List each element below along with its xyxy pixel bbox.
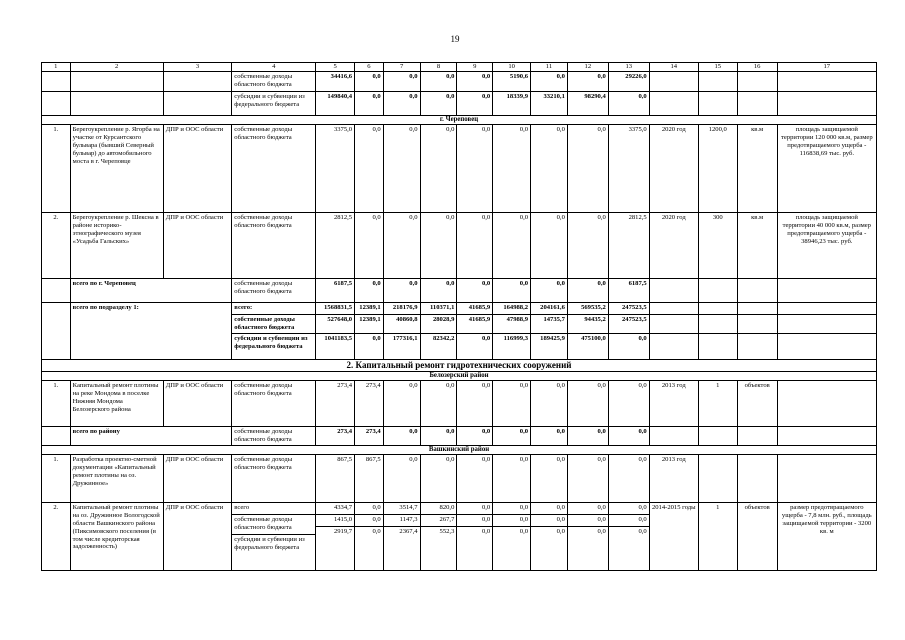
value-cell: 0,0	[531, 213, 568, 279]
value-cell: 98290,4	[567, 92, 608, 116]
value-cell: 0,0	[608, 92, 649, 116]
empty-cell	[737, 333, 777, 359]
name-cell: Капитальный ремонт плотины на оз. Дружинное Вологодской области Вашкинского района (Пиксимовского поселения (в том числе кредиторская задолженность)	[70, 502, 163, 570]
empty-cell	[777, 333, 876, 359]
value-cell: 867,5	[355, 454, 384, 502]
value-cell: 177316,1	[383, 333, 420, 359]
number-cell	[42, 72, 71, 92]
empty-cell	[649, 279, 698, 303]
value-cell: 0,0	[355, 279, 384, 303]
value-cell: 0,0	[457, 92, 493, 116]
value-cell: 0,0	[420, 454, 457, 502]
value-cell	[383, 502, 420, 570]
value-cell-line: 0,0	[493, 514, 530, 524]
value-cell: 0,0	[531, 454, 568, 502]
column-number-header: 11	[531, 63, 568, 72]
district-row	[42, 371, 877, 380]
value-cell: 0,0	[493, 454, 531, 502]
empty-cell	[698, 303, 737, 315]
executor-cell: ДПР и ООС области	[163, 380, 232, 426]
table-row	[42, 454, 877, 502]
district-row	[42, 445, 877, 454]
empty-cell	[649, 333, 698, 359]
executor-cell: ДПР и ООС области	[163, 125, 232, 213]
value-cell: 0,0	[383, 125, 420, 213]
value-cell: 0,0	[567, 213, 608, 279]
empty-cell	[698, 426, 737, 445]
program-table	[41, 62, 877, 571]
value-cell-line: 0,0	[638, 503, 647, 511]
value-cell: 204161,6	[531, 303, 568, 315]
total-label: всего по г. Череповец	[70, 279, 232, 303]
value-cell: 14735,7	[531, 315, 568, 334]
value-cell: 0,0	[383, 426, 420, 445]
column-number-header: 14	[649, 63, 698, 72]
value-cell: 0,0	[457, 380, 493, 426]
value-cell: 0,0	[457, 454, 493, 502]
empty-cell	[737, 72, 777, 92]
empty-cell	[737, 92, 777, 116]
value-cell: 0,0	[567, 380, 608, 426]
value-cell: 0,0	[383, 454, 420, 502]
unit-cell: объектов	[737, 380, 777, 426]
value-cell-line: 0,0	[531, 526, 567, 536]
value-cell: 0,0	[383, 279, 420, 303]
empty-cell	[777, 315, 876, 334]
value-cell: 0,0	[531, 72, 568, 92]
value-cell: 0,0	[567, 125, 608, 213]
quantity-cell: 1200,0	[698, 125, 737, 213]
year-cell: 2013 год	[649, 380, 698, 426]
value-cell: 0,0	[355, 213, 384, 279]
source-cell: собственные доходы областного бюджета	[232, 279, 316, 303]
value-cell: 40860,8	[383, 315, 420, 334]
column-number-header: 3	[163, 63, 232, 72]
empty-cell	[777, 72, 876, 92]
result-cell: площадь защищаемой территории 120 000 кв.м, размер предотвращаемого ущерба - 116838,69 тыс. руб.	[777, 125, 876, 213]
empty-cell	[777, 92, 876, 116]
source-cell: собственные доходы областного бюджета	[232, 125, 316, 213]
column-number-header: 17	[777, 63, 876, 72]
source-cell: субсидии и субвенции из федерального бюджета	[232, 92, 316, 116]
number-cell	[42, 426, 71, 445]
value-cell: 0,0	[420, 92, 457, 116]
column-number-header: 9	[457, 63, 493, 72]
source-cell: субсидии и субвенции из федерального бюджета	[232, 333, 316, 359]
value-cell	[493, 502, 531, 570]
name-cell	[70, 72, 163, 92]
column-number-header: 6	[355, 63, 384, 72]
column-number-header: 13	[608, 63, 649, 72]
value-cell-line: 0,0	[372, 503, 381, 511]
value-cell-line: 2919,7	[316, 526, 354, 536]
empty-cell	[649, 72, 698, 92]
source-cell-line: субсидии и субвенции из федерального бюджета	[232, 534, 315, 552]
value-cell-line: 0,0	[568, 526, 608, 536]
value-cell: 3375,0	[316, 125, 355, 213]
value-cell: 82342,2	[420, 333, 457, 359]
value-cell-line: 0,0	[531, 514, 567, 524]
year-cell: 2020 год	[649, 125, 698, 213]
value-cell	[457, 502, 493, 570]
value-cell	[316, 502, 355, 570]
empty-cell	[698, 92, 737, 116]
column-number-header: 10	[493, 63, 531, 72]
value-cell-line: 4334,7	[333, 503, 353, 511]
value-cell	[531, 502, 568, 570]
number-cell	[42, 303, 71, 360]
value-cell: 33210,1	[531, 92, 568, 116]
table-row	[42, 502, 877, 570]
value-cell-line: 0,0	[597, 503, 606, 511]
value-cell: 0,0	[493, 380, 531, 426]
number-cell	[42, 92, 71, 116]
result-cell: площадь защищаемой территории 40 000 кв.м, размер предотвращаемого ущерба - 38946,23 тыс. руб.	[777, 213, 876, 279]
value-cell-line: 0,0	[519, 503, 529, 511]
value-cell: 34416,6	[316, 72, 355, 92]
number-cell: 2.	[42, 213, 71, 279]
value-cell: 41685,9	[457, 303, 493, 315]
value-cell: 0,0	[420, 426, 457, 445]
value-cell: 0,0	[383, 92, 420, 116]
column-number-header: 12	[567, 63, 608, 72]
name-cell: Разработка проектно-сметной документации «Капитальный ремонт плотины на оз. Дружинное»	[70, 454, 163, 502]
value-cell: 273,4	[316, 380, 355, 426]
value-cell: 0,0	[457, 279, 493, 303]
quantity-cell	[698, 454, 737, 502]
value-cell: 0,0	[567, 426, 608, 445]
name-cell	[70, 92, 163, 116]
number-cell: 1.	[42, 380, 71, 426]
value-cell-line: 267,7	[421, 514, 457, 524]
value-cell: 149840,4	[316, 92, 355, 116]
unit-cell: объектов	[737, 502, 777, 570]
value-cell: 0,0	[420, 72, 457, 92]
value-cell-line: 0,0	[568, 514, 608, 524]
column-number-header: 15	[698, 63, 737, 72]
value-cell: 6187,5	[608, 279, 649, 303]
number-cell: 1.	[42, 454, 71, 502]
section-title: 2. Капитальный ремонт гидротехнических сооружений	[42, 359, 877, 371]
value-cell: 1568831,5	[316, 303, 355, 315]
value-cell: 1041183,5	[316, 333, 355, 359]
value-cell: 12389,1	[355, 303, 384, 315]
value-cell: 273,4	[316, 426, 355, 445]
value-cell-line: 0,0	[457, 514, 492, 524]
source-cell: собственные доходы областного бюджета	[232, 454, 316, 502]
value-cell	[355, 502, 384, 570]
value-cell: 0,0	[567, 279, 608, 303]
number-cell: 2.	[42, 502, 71, 570]
value-cell: 0,0	[383, 213, 420, 279]
source-cell	[232, 502, 316, 570]
value-cell: 0,0	[493, 213, 531, 279]
value-cell: 12389,1	[355, 315, 384, 334]
value-cell-line: 3514,7	[399, 503, 418, 511]
value-cell: 47988,9	[493, 315, 531, 334]
column-number-header: 2	[70, 63, 163, 72]
value-cell: 0,0	[355, 333, 384, 359]
table-row	[42, 380, 877, 426]
source-cell: собственные доходы областного бюджета	[232, 72, 316, 92]
value-cell: 0,0	[420, 279, 457, 303]
executor-cell: ДПР и ООС области	[163, 502, 232, 570]
value-cell: 0,0	[608, 454, 649, 502]
value-cell	[420, 502, 457, 570]
column-number-header: 8	[420, 63, 457, 72]
value-cell: 273,4	[355, 380, 384, 426]
unit-cell	[737, 454, 777, 502]
value-cell: 0,0	[493, 426, 531, 445]
value-cell-line: 0,0	[493, 526, 530, 536]
value-cell: 0,0	[567, 72, 608, 92]
value-cell: 475100,0	[567, 333, 608, 359]
value-cell: 6187,5	[316, 279, 355, 303]
value-cell-line: 0,0	[457, 526, 492, 536]
value-cell: 2812,5	[316, 213, 355, 279]
value-cell: 273,4	[355, 426, 384, 445]
empty-cell	[777, 426, 876, 445]
value-cell-line: 0,0	[481, 503, 491, 511]
empty-cell	[737, 303, 777, 315]
value-cell: 5190,6	[493, 72, 531, 92]
total-row	[42, 279, 877, 303]
table-row	[42, 92, 877, 116]
value-cell: 527648,0	[316, 315, 355, 334]
district-label: Белозерский район	[42, 371, 877, 380]
value-cell: 0,0	[457, 213, 493, 279]
value-cell: 0,0	[531, 279, 568, 303]
value-cell-line: 1415,0	[316, 514, 354, 524]
result-cell	[777, 454, 876, 502]
value-cell-line: 0,0	[355, 526, 383, 536]
district-label: Вашкинский район	[42, 445, 877, 454]
empty-cell	[737, 279, 777, 303]
table-row	[42, 72, 877, 92]
value-cell: 29226,0	[608, 72, 649, 92]
quantity-cell: 1	[698, 502, 737, 570]
value-cell: 0,0	[457, 125, 493, 213]
value-cell: 0,0	[355, 125, 384, 213]
empty-cell	[777, 303, 876, 315]
value-cell	[608, 502, 649, 570]
value-cell: 0,0	[457, 333, 493, 359]
value-cell: 0,0	[383, 72, 420, 92]
value-cell: 0,0	[420, 125, 457, 213]
source-cell-line: всего	[234, 503, 250, 511]
value-cell: 116999,3	[493, 333, 531, 359]
value-cell-line: 552,3	[421, 526, 457, 536]
value-cell: 0,0	[567, 454, 608, 502]
source-cell: всего:	[232, 303, 316, 315]
value-cell: 18339,9	[493, 92, 531, 116]
executor-cell: ДПР и ООС области	[163, 213, 232, 279]
value-cell: 0,0	[531, 125, 568, 213]
column-number-header: 1	[42, 63, 71, 72]
name-cell: Берегоукрепление р. Ягорба на участке от Курсантского бульвара (бывший Северный бульвар) до автомобильного моста в г. Череповце	[70, 125, 163, 213]
value-cell-line: 0,0	[609, 526, 649, 536]
source-cell: собственные доходы областного бюджета	[232, 315, 316, 334]
value-cell: 0,0	[420, 380, 457, 426]
executor-cell: ДПР и ООС области	[163, 454, 232, 502]
quantity-cell: 300	[698, 213, 737, 279]
empty-cell	[737, 315, 777, 334]
name-cell: Капитальный ремонт плотины на реке Мондома в поселке Нижняя Мондома Белозерского района	[70, 380, 163, 426]
number-cell: 1.	[42, 125, 71, 213]
table-row	[42, 213, 877, 279]
value-cell: 0,0	[383, 380, 420, 426]
page-number: 19	[450, 34, 460, 44]
empty-cell	[649, 426, 698, 445]
value-cell: 0,0	[420, 213, 457, 279]
result-cell: размер предотвращаемого ущерба - 7,8 млн. руб., площадь защищаемой территории - 3200 кв. м	[777, 502, 876, 570]
column-number-header: 16	[737, 63, 777, 72]
value-cell: 3375,0	[608, 125, 649, 213]
column-number-header: 5	[316, 63, 355, 72]
value-cell: 0,0	[493, 279, 531, 303]
empty-cell	[698, 315, 737, 334]
empty-cell	[777, 279, 876, 303]
value-cell: 110371,1	[420, 303, 457, 315]
source-cell: собственные доходы областного бюджета	[232, 380, 316, 426]
empty-cell	[649, 315, 698, 334]
empty-cell	[737, 426, 777, 445]
year-cell: 2013 год	[649, 454, 698, 502]
value-cell: 0,0	[531, 380, 568, 426]
value-cell: 0,0	[531, 426, 568, 445]
value-cell: 569535,2	[567, 303, 608, 315]
empty-cell	[649, 303, 698, 315]
value-cell: 0,0	[608, 380, 649, 426]
value-cell: 0,0	[457, 426, 493, 445]
empty-cell	[698, 279, 737, 303]
number-cell	[42, 279, 71, 303]
value-cell: 0,0	[608, 333, 649, 359]
value-cell-line: 0,0	[556, 503, 565, 511]
total-row	[42, 303, 877, 315]
value-cell: 164988,2	[493, 303, 531, 315]
table-header-row	[42, 63, 877, 72]
value-cell-line: 0,0	[609, 514, 649, 524]
value-cell: 189425,9	[531, 333, 568, 359]
district-label: г. Череповец	[42, 116, 877, 125]
value-cell: 0,0	[457, 72, 493, 92]
column-number-header: 4	[232, 63, 316, 72]
value-cell: 28028,9	[420, 315, 457, 334]
result-cell	[777, 380, 876, 426]
district-row	[42, 116, 877, 125]
value-cell: 0,0	[355, 92, 384, 116]
year-cell: 2014-2015 годы	[649, 502, 698, 570]
value-cell: 0,0	[608, 426, 649, 445]
value-cell-line: 2367,4	[384, 526, 420, 536]
value-cell	[567, 502, 608, 570]
value-cell: 218176,9	[383, 303, 420, 315]
value-cell: 247523,5	[608, 315, 649, 334]
total-label: всего по району	[70, 426, 232, 445]
value-cell: 41685,9	[457, 315, 493, 334]
year-cell: 2020 год	[649, 213, 698, 279]
section-row	[42, 359, 877, 371]
quantity-cell: 1	[698, 380, 737, 426]
value-cell: 867,5	[316, 454, 355, 502]
source-cell: собственные доходы областного бюджета	[232, 213, 316, 279]
value-cell: 94435,2	[567, 315, 608, 334]
empty-cell	[698, 72, 737, 92]
executor-cell	[163, 72, 232, 92]
value-cell: 247523,5	[608, 303, 649, 315]
total-label: всего по подразделу 1:	[70, 303, 232, 360]
executor-cell	[163, 92, 232, 116]
source-cell-line: собственные доходы областного бюджета	[232, 514, 315, 532]
column-number-header: 7	[383, 63, 420, 72]
value-cell-line: 820,0	[439, 503, 455, 511]
value-cell: 0,0	[355, 72, 384, 92]
total-row	[42, 426, 877, 445]
unit-cell: кв.м	[737, 213, 777, 279]
value-cell-line: 1147,3	[384, 514, 420, 524]
name-cell: Берегоукрепление р. Шексна в районе историко-этнографического музея «Усадьба Гальских»	[70, 213, 163, 279]
source-cell: собственные доходы областного бюджета	[232, 426, 316, 445]
empty-cell	[698, 333, 737, 359]
value-cell: 2812,5	[608, 213, 649, 279]
unit-cell: кв.м	[737, 125, 777, 213]
empty-cell	[649, 92, 698, 116]
value-cell: 0,0	[493, 125, 531, 213]
table-row	[42, 125, 877, 213]
value-cell-line: 0,0	[355, 514, 383, 524]
